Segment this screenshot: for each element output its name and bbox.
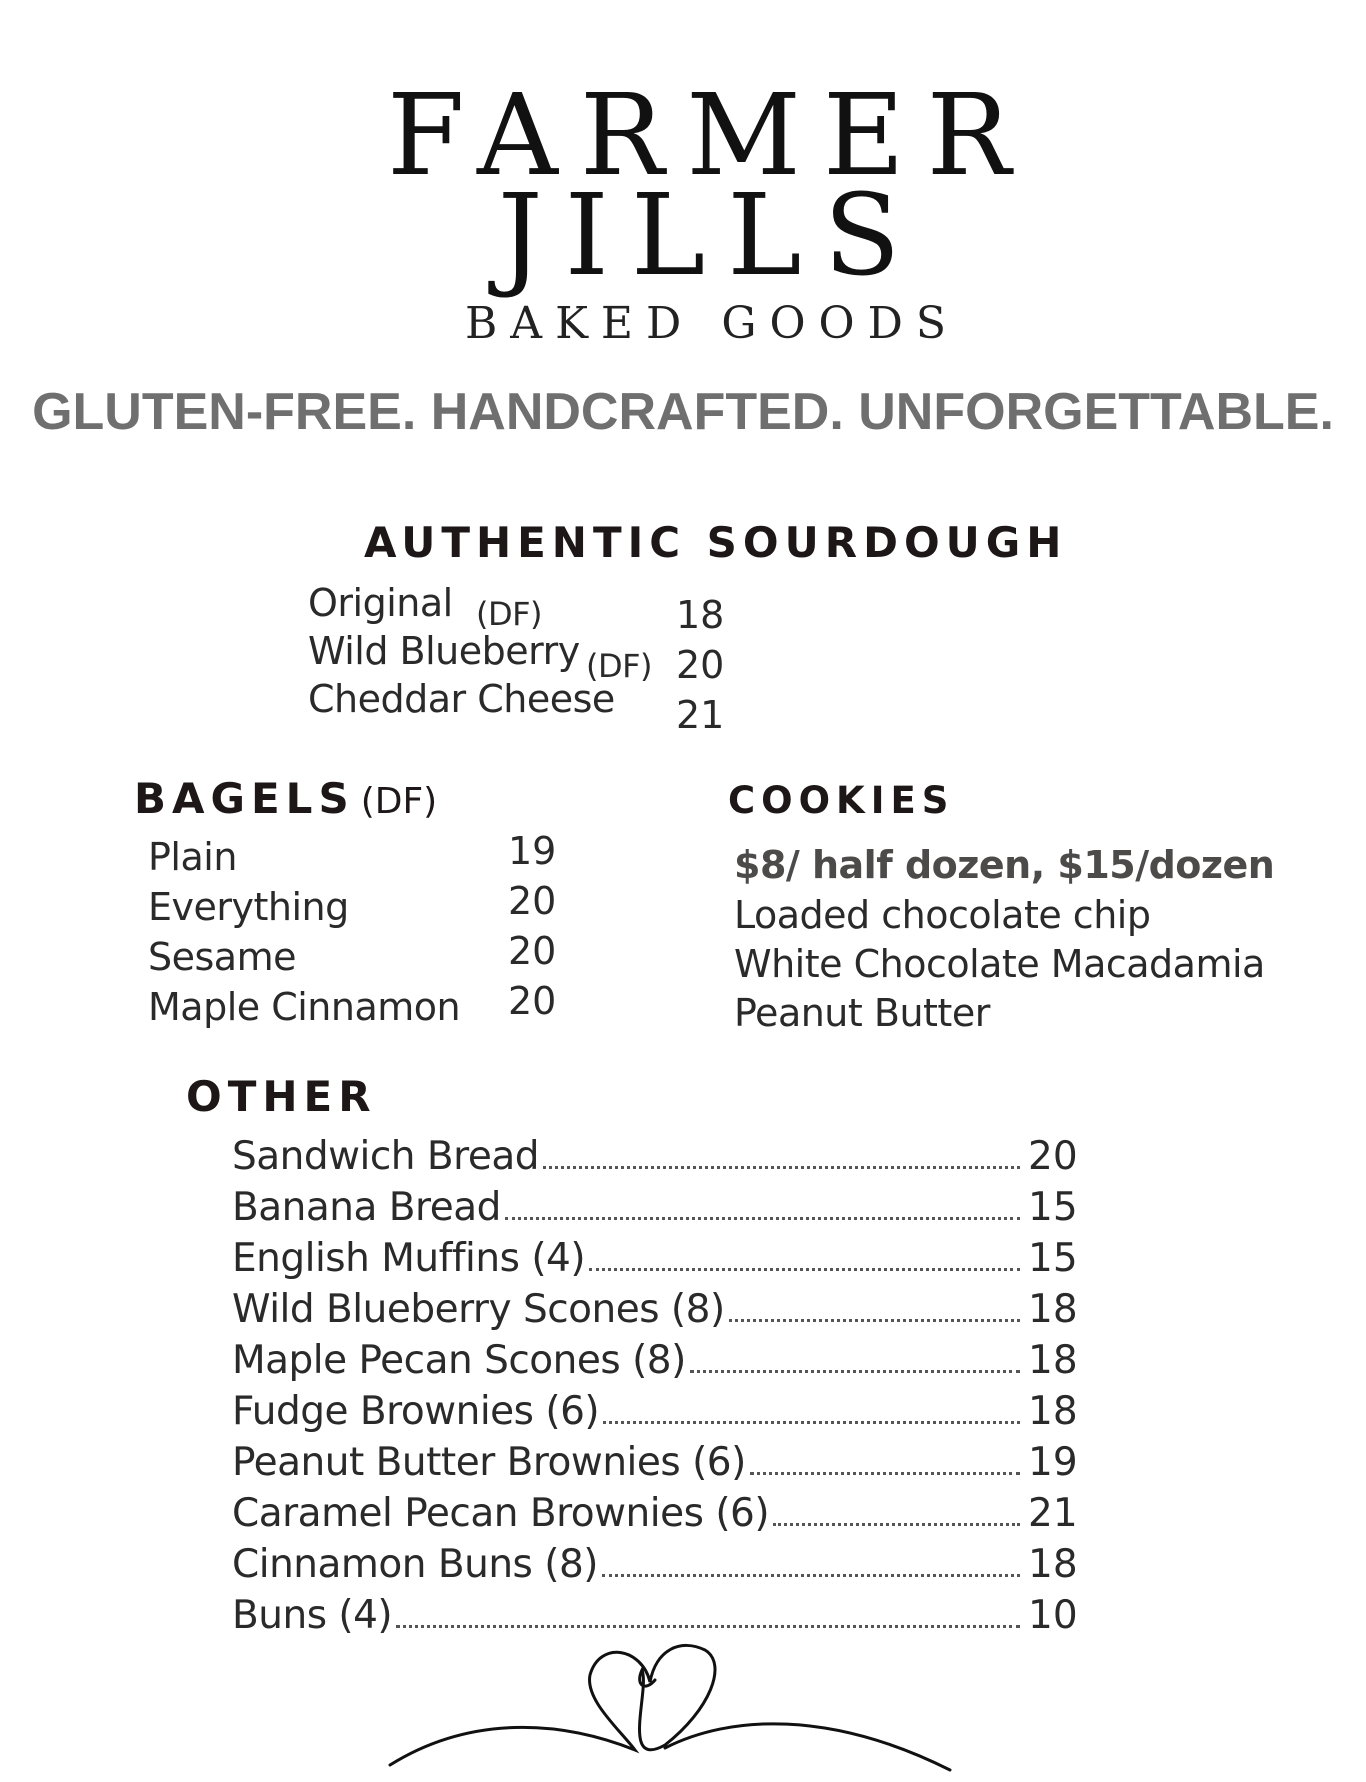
bagels-df-note: (DF) <box>360 781 438 822</box>
bagels-heading <box>134 774 438 823</box>
other-item-price: 15 <box>1028 1236 1078 1281</box>
dot-leader <box>690 1369 1020 1373</box>
other-item-name: Sandwich Bread <box>232 1134 539 1179</box>
sourdough-item-price: 21 <box>676 693 725 737</box>
bagel-item-name: Everything <box>148 885 349 929</box>
other-item-row <box>232 1236 1076 1282</box>
cookie-item: Peanut Butter <box>734 991 990 1035</box>
other-item-price: 21 <box>1028 1491 1078 1536</box>
dot-leader <box>603 1420 1020 1424</box>
bagel-item-price: 20 <box>508 929 557 973</box>
other-item-row <box>232 1287 1076 1333</box>
heart-doodle-icon <box>380 1630 960 1780</box>
bagel-item-name: Maple Cinnamon <box>148 985 461 1029</box>
other-item-name: Banana Bread <box>232 1185 501 1230</box>
dot-leader <box>773 1522 1020 1526</box>
bagels-heading-title: BAGELS <box>134 774 355 823</box>
logo-farmer: FARMER <box>387 71 1033 201</box>
cookie-item: Loaded chocolate chip <box>734 893 1151 937</box>
other-item-price: 18 <box>1028 1287 1078 1332</box>
sourdough-heading: AUTHENTIC SOURDOUGH <box>364 518 1068 567</box>
dot-leader <box>602 1573 1020 1577</box>
other-item-price: 18 <box>1028 1338 1078 1383</box>
other-item-name: English Muffins (4) <box>232 1236 586 1281</box>
cookies-price-line: $8/ half dozen, $15/dozen <box>734 843 1275 887</box>
other-item-row <box>232 1389 1076 1435</box>
other-item-price: 15 <box>1028 1185 1078 1230</box>
cookie-item: White Chocolate Macadamia <box>734 942 1265 986</box>
tagline: GLUTEN-FREE. HANDCRAFTED. UNFORGETTABLE. <box>32 383 1334 441</box>
other-item-price: 18 <box>1028 1542 1078 1587</box>
other-item-name: Maple Pecan Scones (8) <box>232 1338 686 1383</box>
sourdough-item-price: 18 <box>676 593 725 637</box>
other-item-name: Caramel Pecan Brownies (6) <box>232 1491 770 1536</box>
logo-baked-goods: BAKED GOODS <box>464 298 960 349</box>
bagel-item-price: 20 <box>508 879 557 923</box>
other-item-name: Wild Blueberry Scones (8) <box>232 1287 725 1332</box>
other-item-price: 19 <box>1028 1440 1078 1485</box>
sourdough-item-name: Cheddar Cheese <box>308 677 615 721</box>
sourdough-item-name: Wild Blueberry <box>308 629 580 673</box>
dot-leader <box>396 1624 1020 1628</box>
other-item-name: Buns (4) <box>232 1593 393 1638</box>
logo-jills: JILLS <box>497 171 923 301</box>
other-item-row <box>232 1491 1076 1537</box>
other-item-row <box>232 1542 1076 1588</box>
dot-leader <box>543 1165 1020 1169</box>
other-item-row <box>232 1440 1076 1486</box>
sourdough-item-note: (DF) <box>476 595 543 633</box>
dot-leader <box>589 1267 1020 1271</box>
bagel-item-price: 19 <box>508 829 557 873</box>
other-item-price: 18 <box>1028 1389 1078 1434</box>
sourdough-item-note: (DF) <box>586 647 653 685</box>
other-item-name: Fudge Brownies (6) <box>232 1389 600 1434</box>
dot-leader <box>729 1318 1020 1322</box>
bagel-item-price: 20 <box>508 979 557 1023</box>
other-heading: OTHER <box>186 1072 377 1121</box>
dot-leader <box>505 1216 1020 1220</box>
other-item-price: 20 <box>1028 1134 1078 1179</box>
sourdough-item-price: 20 <box>676 643 725 687</box>
other-item-price: 10 <box>1028 1593 1078 1638</box>
other-item-row <box>232 1338 1076 1384</box>
bagel-item-name: Sesame <box>148 935 296 979</box>
other-item-name: Peanut Butter Brownies (6) <box>232 1440 746 1485</box>
other-item-row <box>232 1134 1076 1180</box>
dot-leader <box>750 1471 1020 1475</box>
bagel-item-name: Plain <box>148 835 237 879</box>
cookies-heading: COOKIES <box>728 779 955 822</box>
other-item-row <box>232 1185 1076 1231</box>
other-item-name: Cinnamon Buns (8) <box>232 1542 599 1587</box>
sourdough-item-name: Original <box>308 581 453 625</box>
